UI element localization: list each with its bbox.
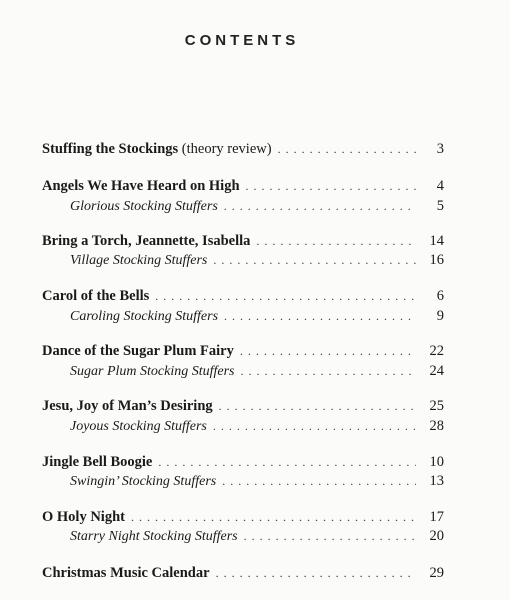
dot-leader [244,526,416,546]
dot-leader [222,471,416,491]
dot-leader [224,196,416,216]
toc-entry-title: O Holy Night [42,509,125,525]
toc-subentry [70,250,444,270]
dot-leader [246,176,416,196]
toc-entry-title: Carol of the Bells [42,288,150,304]
toc-entry-title-main: Stuffing the Stockings [42,141,179,157]
toc-subentry-page: 24 [429,363,444,379]
dot-leader [219,396,416,416]
toc-entry-page: 14 [429,233,444,249]
toc-entry-page: 25 [429,398,444,414]
toc-entry [42,176,444,196]
toc-entry-title: Bring a Torch, Jeannette, Isabella [42,233,251,249]
toc-subentry-title: Glorious Stocking Stuffers [70,199,218,214]
toc-subentry [70,196,444,216]
toc-entry-title: Jesu, Joy of Man’s Desiring [42,398,213,414]
toc-entry-title: Jingle Bell Boogie [42,454,153,470]
dot-leader [240,341,416,361]
toc-subentry-page: 16 [429,252,444,268]
toc-subentry-page: 28 [429,418,444,434]
toc-subentry [70,306,444,326]
toc-entry-title: Dance of the Sugar Plum Fairy [42,343,234,359]
dot-leader [158,452,416,472]
toc-entry [42,341,444,361]
toc-entry-title: Christmas Music Calendar [42,565,210,581]
toc-entry [42,231,444,251]
toc-entry-page: 4 [436,178,444,194]
dot-leader [241,361,417,381]
toc-subentry-title: Village Stocking Stuffers [70,253,208,268]
toc-entry-note: (theory review) [178,141,272,157]
toc-entry-title: Angels We Have Heard on High [42,178,240,194]
toc-subentry [70,361,444,381]
toc-entry [42,452,444,472]
dot-leader [213,250,416,270]
toc-subentry-title: Swingin’ Stocking Stuffers [70,474,217,489]
toc-entry-page: 6 [436,288,444,304]
contents-heading: CONTENTS [184,32,300,49]
toc-subentry-page: 5 [436,198,444,214]
toc-entry-page: 29 [429,565,444,581]
toc-subentry-page: 13 [429,473,444,489]
dot-leader [278,139,416,159]
toc-subentry-page: 9 [436,308,444,324]
toc-entry [42,286,444,306]
toc-subentry-page: 20 [429,528,444,544]
toc-entry [42,396,444,416]
dot-leader [155,286,416,306]
dot-leader [216,563,416,583]
toc-subentry-title: Joyous Stocking Stuffers [70,419,207,434]
toc-entry-page: 17 [429,509,444,525]
toc-subentry [70,526,444,546]
toc-entry-page: 3 [436,141,444,157]
toc-entry [42,139,444,159]
toc-subentry [70,416,444,436]
toc-subentry [70,471,444,491]
dot-leader [224,306,416,326]
toc-entry-title [42,139,272,159]
toc-subentry-title: Starry Night Stocking Stuffers [70,529,238,544]
dot-leader [213,416,416,436]
toc-entry-page: 10 [429,454,444,470]
toc-subentry-title: Sugar Plum Stocking Stuffers [70,364,235,379]
toc-entry [42,507,444,527]
toc-entry [42,563,444,583]
toc-entry-page: 22 [429,343,444,359]
dot-leader [131,507,416,527]
toc-subentry-title: Caroling Stocking Stuffers [70,309,219,324]
dot-leader [256,231,416,251]
